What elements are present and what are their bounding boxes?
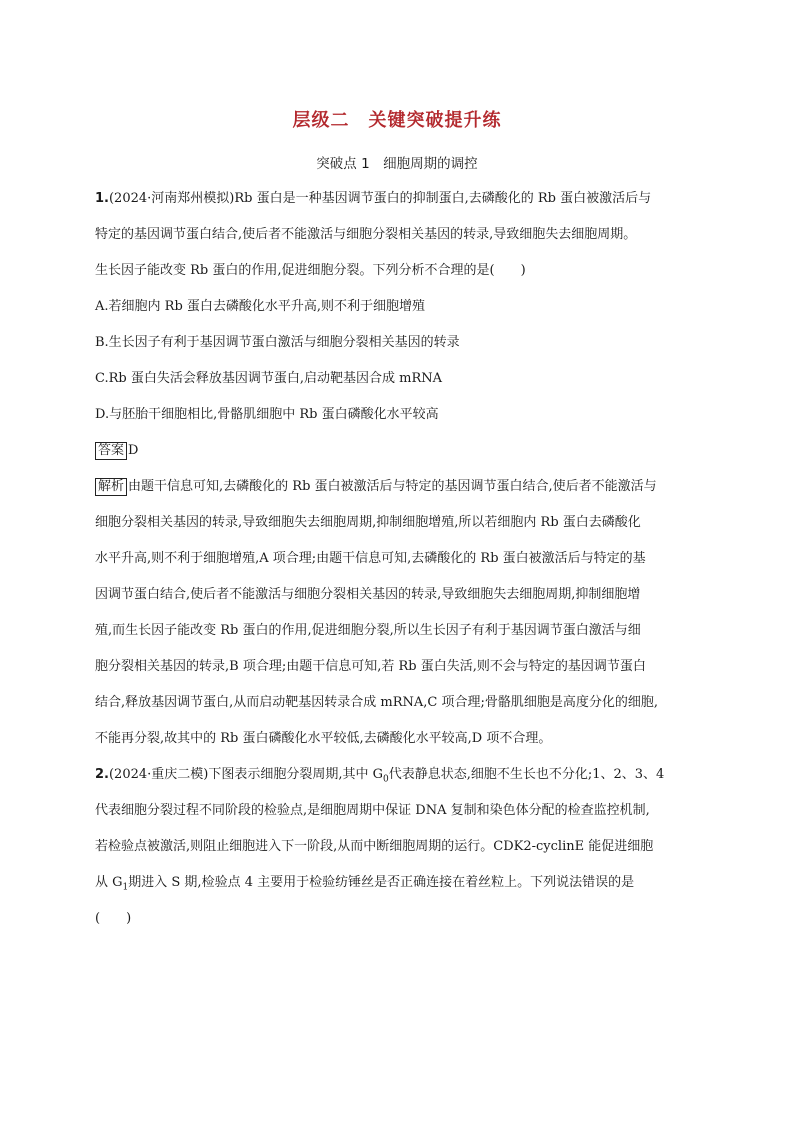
section-subtitle: 突破点 1 细胞周期的调控 (316, 156, 478, 172)
q1-analysis-line-2: 细胞分裂相关基因的转录,导致细胞失去细胞周期,抑制细胞增殖,所以若细胞内 Rb 蛋白去磷酸化 (95, 515, 641, 530)
section-title: 层级二 关键突破提升练 (292, 110, 502, 131)
g1-subscript: 1 (122, 882, 129, 893)
q1-stem-line-1 (95, 189, 715, 209)
q1-analysis-line-4: 因调节蛋白结合,使后者不能激活与细胞分裂相关基因的转录,导致细胞失去细胞周期,抑制细胞增 (95, 587, 641, 602)
q2-stem-line-2: 代表细胞分裂过程不同阶段的检验点,是细胞周期中保证 DNA 复制和染色体分配的检查监控机制, (95, 803, 650, 818)
q1-stem-line-2: 特定的基因调节蛋白结合,使后者不能激活与细胞分裂相关基因的转录,导致细胞失去细胞周期。 (95, 227, 637, 242)
q2-text-4b: 期进入 S 期,检验点 4 主要用于检验纺锤丝是否正确连接在着丝粒上。下列说法错误的是 (128, 875, 635, 890)
q2-text-1a: (2024·重庆二模)下图表示细胞分裂周期,其中 G (108, 767, 383, 782)
q1-analysis-line-1 (95, 477, 715, 497)
q1-option-d: D.与胚胎干细胞相比,骨骼肌细胞中 Rb 蛋白磷酸化水平较高 (95, 407, 439, 422)
q1-analysis-line-3: 水平升高,则不利于细胞增殖,A 项合理;由题干信息可知,去磷酸化的 Rb 蛋白被激活后与特定的基 (95, 551, 646, 566)
q1-analysis-line-6: 胞分裂相关基因的转录,B 项合理;由题干信息可知,若 Rb 蛋白失活,则不会与特定的基因调节蛋白 (95, 659, 646, 674)
answer-label: 答案 (95, 442, 127, 460)
q2-stem-line-4 (95, 873, 715, 898)
q1-stem-line-3: 生长因子能改变 Rb 蛋白的作用,促进细胞分裂。下列分析不合理的是( ) (95, 263, 526, 278)
g0-subscript: 0 (383, 774, 389, 785)
q2-text-1b: 代表静息状态,细胞不生长也不分化;1、2、3、4 (388, 767, 665, 782)
q1-option-b: B.生长因子有利于基因调节蛋白激活与细胞分裂相关基因的转录 (95, 335, 460, 350)
q1-option-c: C.Rb 蛋白失活会释放基因调节蛋白,启动靶基因合成 mRNA (95, 371, 443, 386)
q2-text-4a: 从 G (95, 875, 123, 890)
q1-analysis-line-7: 结合,释放基因调节蛋白,从而启动靶基因转录合成 mRNA,C 项合理;骨骼肌细胞是高度分化的细胞, (95, 695, 658, 710)
q1-stem-text-1: (2024·河南郑州模拟)Rb 蛋白是一种基因调节蛋白的抑制蛋白,去磷酸化的 Rb 蛋白被激活后与 (108, 191, 652, 206)
analysis-text-1: 由题干信息可知,去磷酸化的 Rb 蛋白被激活后与特定的基因调节蛋白结合,使后者不能激活与 (128, 479, 657, 494)
q1-analysis-line-8: 不能再分裂,故其中的 Rb 蛋白磷酸化水平较低,去磷酸化水平较高,D 项不合理。 (95, 731, 552, 746)
q1-answer-row (95, 441, 715, 461)
q2-stem-line-3: 若检验点被激活,则阻止细胞进入下一阶段,从而中断细胞周期的运行。CDK2-cyclinE 能促进细胞 (95, 839, 654, 854)
q2-answer-blank: ( ) (95, 911, 132, 926)
q2-number: 2. (95, 767, 109, 782)
analysis-label: 解析 (95, 478, 127, 496)
q2-stem-line-1 (95, 765, 715, 790)
q1-option-a: A.若细胞内 Rb 蛋白去磷酸化水平升高,则不利于细胞增殖 (95, 299, 426, 314)
q1-number: 1. (95, 191, 109, 206)
q1-analysis-line-5: 殖,而生长因子能改变 Rb 蛋白的作用,促进细胞分裂,所以生长因子有利于基因调节蛋白激活与细 (95, 623, 641, 638)
answer-value: D (128, 443, 139, 458)
